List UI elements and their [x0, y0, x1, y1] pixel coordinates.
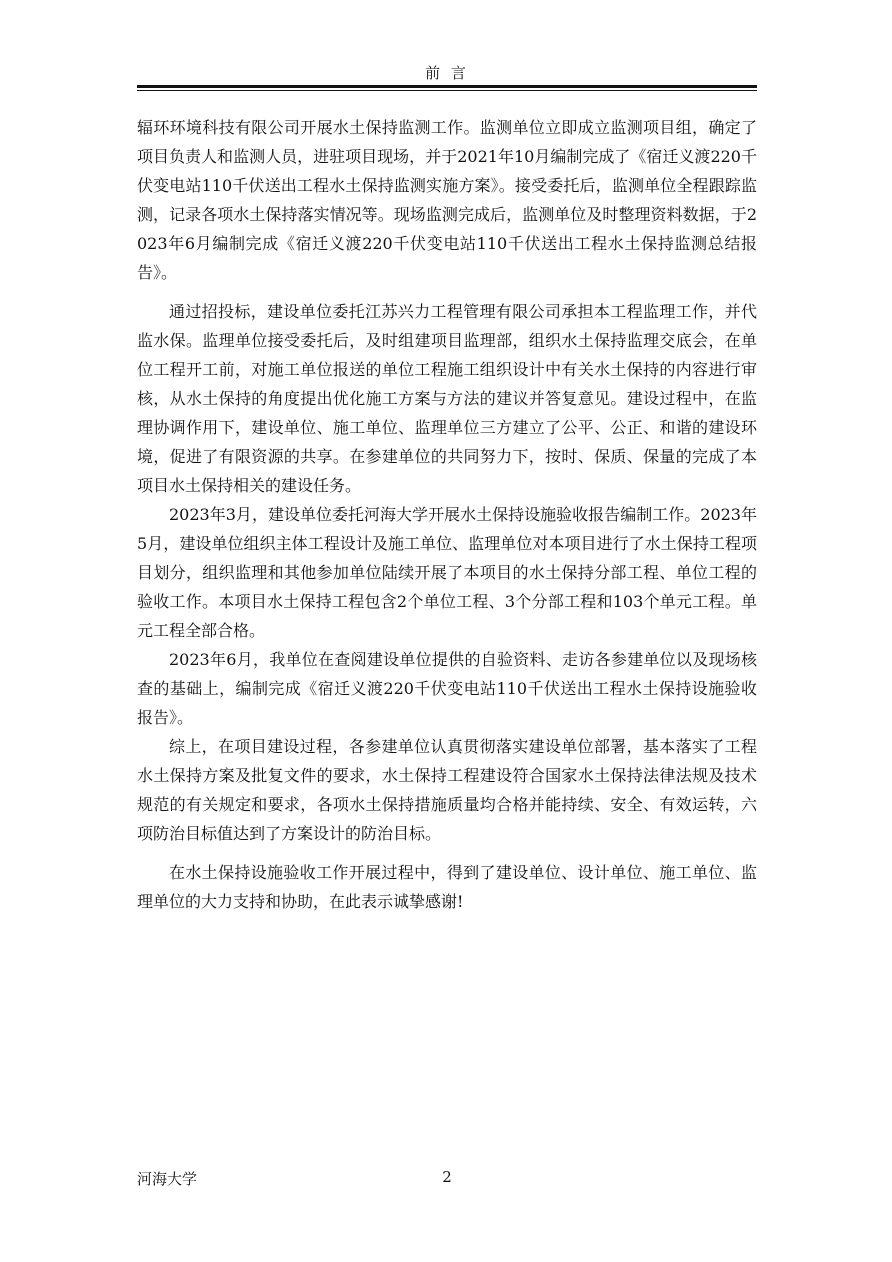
footer-organization: 河海大学: [137, 1170, 198, 1188]
paragraph-3: 2023年3月，建设单位委托河海大学开展水土保持设施验收报告编制工作。2023年5月，建设单位组织主体工程设计及施工单位、监理单位对本项目进行了水土保持工程项目划分，组织监理和其他参加单位陆续开展了本项目的水土保持分部工程、单位工程的验收工作。本项目水土保持工程包含2个单位工程、3个分部工程和103个单元工程。单元工程全部合格。: [137, 505, 757, 640]
paragraph-2: 通过招投标，建设单位委托江苏兴力工程管理有限公司承担本工程监理工作，并代监水保。监理单位接受委托后，及时组建项目监理部，组织水土保持监理交底会，在单位工程开工前，对施工单位报送的单位工程施工组织设计中有关水土保持的内容进行审核，从水土保持的角度提出优化施工方案与方法的建议并答复意见。建设过程中，在监理协调作用下，建设单位、施工单位、监理单位三方建立了公平、公正、和谐的建设环境，促进了有限资源的共享。在参建单位的共同努力下，按时、保质、保量的完成了本项目水土保持相关的建设任务。: [137, 302, 757, 495]
footer-page-number: 2: [442, 1168, 452, 1186]
header-rule-thick: [137, 85, 757, 88]
header-rule-thin: [137, 90, 757, 91]
paragraph-5: 综上，在项目建设过程，各参建单位认真贯彻落实建设单位部署，基本落实了工程水土保持方案及批复文件的要求，水土保持工程建设符合国家水土保持法律法规及技术规范的有关规定和要求，各项水土保持措施质量均合格并能持续、安全、有效运转，六项防治目标值达到了方案设计的防治目标。: [137, 737, 757, 843]
paragraph-4: 2023年6月，我单位在查阅建设单位提供的自验资料、走访各参建单位以及现场核查的基础上，编制完成《宿迁义渡220千伏变电站110千伏送出工程水土保持设施验收报告》。: [137, 650, 757, 727]
paragraph-1: 辐环环境科技有限公司开展水土保持监测工作。监测单位立即成立监测项目组，确定了项目负责人和监测人员，进驻项目现场，并于2021年10月编制完成了《宿迁义渡220千伏变电站110千伏送出工程水土保持监测实施方案》。接受委托后，监测单位全程跟踪监测，记录各项水土保持落实情况等。现场监测完成后，监测单位及时整理资料数据，于2023年6月编制完成《宿迁义渡220千伏变电站110千伏送出工程水土保持监测总结报告》。: [137, 118, 757, 282]
document-body: [137, 113, 757, 916]
page-header-title: 前 言: [425, 64, 469, 82]
paragraph-6: 在水土保持设施验收工作开展过程中，得到了建设单位、设计单位、施工单位、监理单位的大力支持和协助，在此表示诚挚感谢!: [137, 863, 757, 911]
